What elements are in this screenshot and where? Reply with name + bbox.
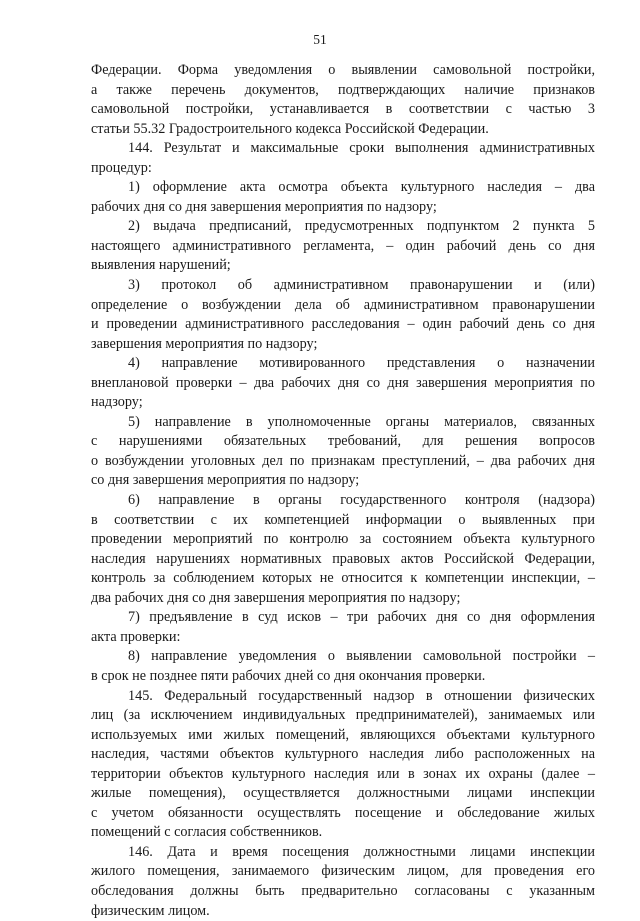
text-line: используемых ими жилых помещений, являющихся объектами культурного [91, 726, 595, 743]
text-line: в срок не позднее пяти рабочих дней со дня окончания проверки. [91, 667, 486, 684]
text-line: процедур: [91, 159, 152, 176]
paragraph-first-line: 4) направление мотивированного представления о назначении [128, 355, 595, 372]
text-line: самовольной постройки, устанавливается в соответствии с частью 3 [91, 101, 595, 118]
text-line: помещений с согласия собственников. [91, 824, 323, 841]
text-line: акта проверки: [91, 628, 181, 645]
text-line: завершения мероприятия по надзору; [91, 335, 318, 352]
text-line: лиц (за исключением индивидуальных предпринимателей), занимаемых или [91, 707, 595, 724]
text-line: обследования должны быть предварительно согласованы с указанным [91, 882, 595, 899]
paragraph-first-line: 8) направление уведомления о выявлении самовольной постройки – [128, 648, 595, 665]
text-line: определение о возбуждении дела об административном правонарушении [91, 296, 595, 313]
paragraph-first-line: 2) выдача предписаний, предусмотренных подпунктом 2 пункта 5 [128, 218, 595, 235]
document-body [91, 61, 595, 921]
paragraph-first-line: 6) направление в органы государственного контроля (надзора) [128, 492, 595, 509]
text-line: в соответствии с их компетенцией информации о выявленных при [91, 511, 595, 528]
paragraph-first-line: 3) протокол об административном правонарушении и (или) [128, 277, 595, 294]
paragraph-first-line: 7) предъявление в суд исков – три рабочих дня со дня оформления [128, 609, 595, 626]
text-line: наследия, частями объектов культурного наследия либо расположенных на [91, 746, 595, 763]
text-line: физическим лицом. [91, 902, 210, 919]
text-line: а также перечень документов, подтверждающих наличие признаков [91, 81, 595, 98]
paragraph-first-line: 146. Дата и время посещения должностными лицами инспекции [128, 843, 595, 860]
page-number: 51 [313, 32, 327, 47]
text-line: настоящего административного регламента, – один рабочий день со дня [91, 237, 595, 254]
text-line: надзору; [91, 394, 143, 411]
paragraph-first-line: 1) оформление акта осмотра объекта культурного наследия – два [128, 179, 595, 196]
text-line: со дня завершения мероприятия по надзору; [91, 472, 360, 489]
text-line: два рабочих дня со дня завершения мероприятия по надзору; [91, 589, 461, 606]
paragraph-first-line: 145. Федеральный государственный надзор в отношении физических [128, 687, 595, 704]
text-line: территории объектов культурного наследия или в зонах их охраны (далее – [91, 765, 595, 782]
text-line: и проведении административного расследования – один рабочий день со дня [91, 316, 595, 333]
text-line: о возбуждении уголовных дел по признакам преступлений, – два рабочих дня [91, 452, 595, 469]
text-line: с учетом обязанности осуществлять посещение и обследование жилых [91, 804, 595, 821]
text-line: жилого помещения, занимаемого физическим лицом, для проведения его [91, 863, 595, 880]
text-line: наследия нарушениях нормативных правовых актов Российской Федерации, [91, 550, 595, 567]
text-line: контроль за соблюдением которых не относится к компетенции инспекции, – [91, 570, 595, 587]
text-line: жилые помещения), осуществляется должностными лицами инспекции [91, 785, 595, 802]
text-line: рабочих дня со дня завершения мероприятия по надзору; [91, 198, 437, 215]
text-line: Федерации. Форма уведомления о выявлении самовольной постройки, [91, 62, 595, 78]
text-line: проведении мероприятий по контролю за состоянием объекта культурного [91, 531, 595, 548]
text-line: статьи 55.32 Градостроительного кодекса Российской Федерации. [91, 120, 489, 137]
paragraph-first-line: 144. Результат и максимальные сроки выполнения административных [128, 140, 595, 157]
paragraph-first-line: 5) направление в уполномоченные органы материалов, связанных [128, 413, 595, 430]
text-line: с нарушениями обязательных требований, для решения вопросов [91, 433, 595, 450]
text-line: внеплановой проверки – два рабочих дня со дня завершения мероприятия по [91, 374, 595, 391]
text-line: выявления нарушений; [91, 257, 231, 274]
